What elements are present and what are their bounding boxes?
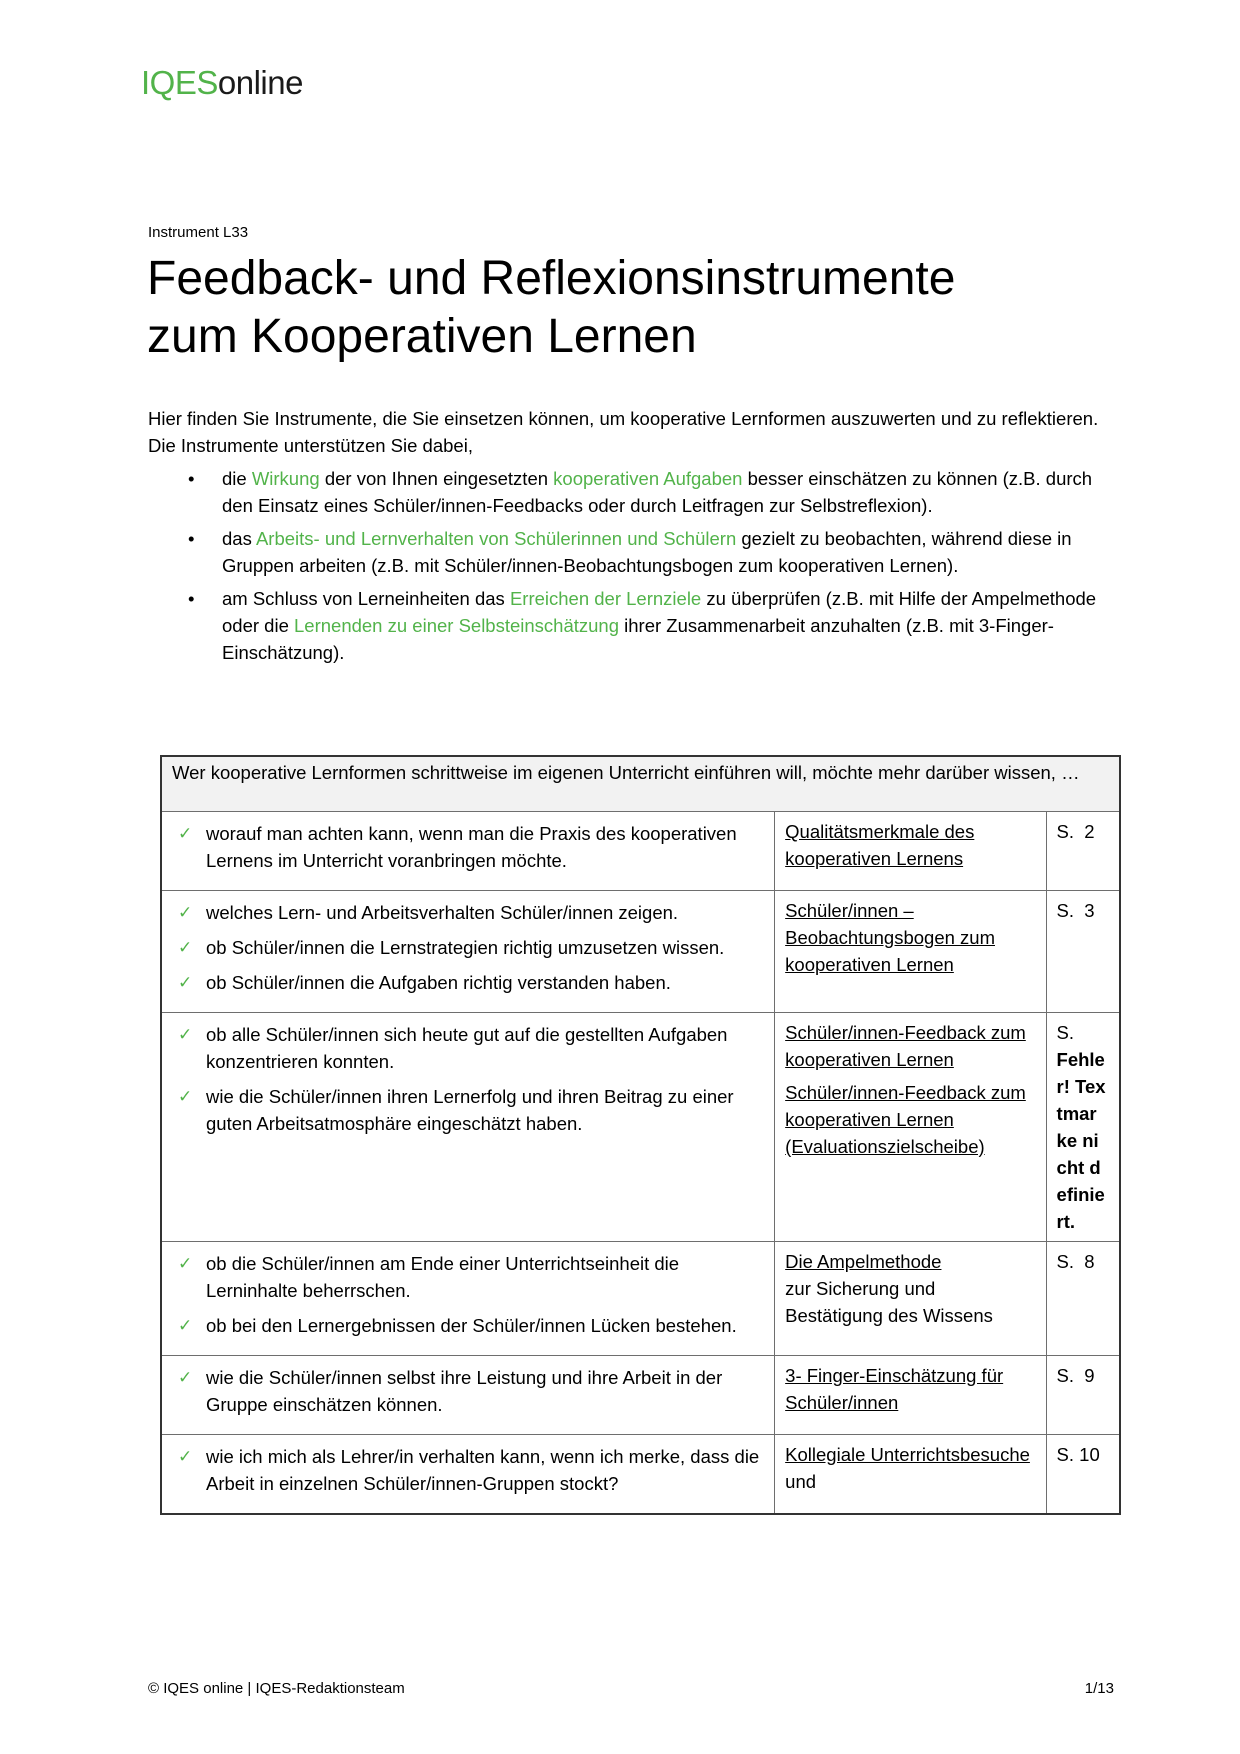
highlighted-phrase: Wirkung [251, 468, 320, 489]
page-ref-cell [1046, 812, 1120, 891]
instrument-link-cell [775, 812, 1046, 891]
instrument-link-block [785, 897, 1035, 978]
intro-bullet-item [148, 585, 1108, 666]
bullet-text: der von Ihnen eingesetzten [319, 468, 554, 489]
instrument-link-block [785, 1079, 1035, 1160]
check-item-text: ob Schüler/innen die Lernstrategien richtig umzusetzen wissen. [206, 937, 725, 958]
page-title [147, 250, 1147, 366]
check-icon: ✓ [178, 824, 193, 843]
instrument-link-cell [775, 1013, 1046, 1242]
page-reference: S. 2 [1056, 821, 1095, 842]
page-ref-cell [1046, 1435, 1120, 1515]
highlighted-phrase: Lernenden zu einer Selbsteinschätzung [294, 615, 620, 636]
check-item-text: wie die Schüler/innen selbst ihre Leistung und ihre Arbeit in der Gruppe einschätzen können. [206, 1367, 723, 1415]
page-ref-cell [1046, 1356, 1120, 1435]
instrument-link[interactable]: Qualitätsmerkmale des kooperativen Lernens [785, 821, 975, 869]
instrument-link-suffix: zur Sicherung und Bestätigung des Wissens [785, 1278, 993, 1326]
check-list-item [172, 934, 764, 961]
footer-page-number: 1/13 [1084, 1680, 1114, 1697]
table-row [161, 1013, 1120, 1242]
instrument-link[interactable]: Schüler/innen-Feedback zum kooperativen Lernen [785, 1022, 1026, 1070]
intro-paragraph: Hier finden Sie Instrumente, die Sie einsetzen können, um kooperative Lernformen auszuwerten und zu reflektieren. Die Instrumente unterstützen Sie dabei, [148, 408, 1099, 456]
check-list-item [172, 1250, 764, 1304]
title-line-1: Feedback- und Reflexionsinstrumente [147, 252, 956, 305]
bullet-text: am Schluss von Lerneinheiten das [222, 588, 510, 609]
instrument-link-suffix: und [785, 1471, 817, 1492]
instrument-link[interactable]: Die Ampelmethode [785, 1251, 942, 1272]
page-reference: S. 3 [1056, 900, 1095, 921]
check-icon: ✓ [178, 973, 193, 992]
instrument-link-block [785, 1248, 1035, 1329]
bullet-icon: • [188, 528, 195, 549]
instrument-link-cell [775, 891, 1046, 1013]
bullet-text: das [222, 528, 256, 549]
title-line-2: zum Kooperativen Lernen [147, 310, 697, 363]
check-list-item [172, 1443, 764, 1497]
page-reference: S. 8 [1056, 1251, 1095, 1272]
check-icon: ✓ [178, 903, 193, 922]
check-icon: ✓ [178, 1368, 193, 1387]
check-list-item [172, 1312, 764, 1339]
instrument-link[interactable]: Schüler/innen – Beobachtungsbogen zum kooperativen Lernen [785, 900, 995, 975]
check-icon: ✓ [178, 1316, 193, 1335]
instrument-link-block [785, 1019, 1035, 1073]
instrument-link[interactable]: Kollegiale Unterrichtsbesuche [785, 1444, 1030, 1465]
check-item-text: ob alle Schüler/innen sich heute gut auf die gestellten Aufgaben konzentrieren konnten. [206, 1024, 728, 1072]
highlighted-phrase: kooperativen Aufgaben [553, 468, 743, 489]
check-icon: ✓ [178, 1447, 193, 1466]
instrument-link-cell [775, 1356, 1046, 1435]
question-cell [161, 1242, 775, 1356]
check-item-text: welches Lern- und Arbeitsverhalten Schüler/innen zeigen. [206, 902, 679, 923]
intro-bullet-list [148, 465, 1108, 666]
page-reference: S. 10 [1056, 1444, 1100, 1465]
bullet-text: besser einschätzen zu können (z.B. durch den Einsatz eines Schüler/innen-Feedbacks oder durch Leitfragen zur Selbstreflexion). [222, 468, 1093, 516]
instrument-link-cell [775, 1435, 1046, 1515]
bullet-text: zu überprüfen (z.B. mit Hilfe der Ampelmethode oder die [222, 588, 1097, 636]
bullet-text: die [222, 468, 252, 489]
logo-brand: IQES [141, 64, 218, 101]
check-icon: ✓ [178, 1254, 193, 1273]
table-header-row [161, 756, 1120, 812]
check-item-text: ob bei den Lernergebnissen der Schüler/innen Lücken bestehen. [206, 1315, 737, 1336]
page-ref-cell [1046, 1242, 1120, 1356]
bullet-text: ihrer Zusammenarbeit anzuhalten (z.B. mit 3-Finger-Einschätzung). [222, 615, 1054, 663]
page-reference: S. 9 [1056, 1365, 1095, 1386]
instrument-link-block [785, 1441, 1035, 1495]
check-icon: ✓ [178, 1087, 193, 1106]
highlighted-phrase: Erreichen der Lernziele [509, 588, 702, 609]
instrument-label: Instrument L33 [148, 224, 249, 241]
table-header-cell: Wer kooperative Lernformen schrittweise im eigenen Unterricht einführen will, möchte mehr darüber wissen, … [161, 756, 1120, 812]
bullet-text: gezielt zu beobachten, während diese in Gruppen arbeiten (z.B. mit Schüler/innen-Beobachtungsbogen zum kooperativen Lernen). [222, 528, 1072, 576]
instrument-table [160, 755, 1121, 1515]
page-reference-error: Fehler! Textmarke nicht definiert. [1056, 1049, 1106, 1232]
check-icon: ✓ [178, 1025, 193, 1044]
highlighted-phrase: Arbeits- und Lernverhalten von Schülerinnen und Schülern [255, 528, 737, 549]
check-list-item [172, 820, 764, 874]
question-cell [161, 1435, 775, 1515]
page-reference: S. [1056, 1022, 1075, 1043]
check-list-item [172, 1021, 764, 1075]
table-row [161, 1435, 1120, 1515]
instrument-link-cell [775, 1242, 1046, 1356]
bullet-icon: • [188, 588, 195, 609]
bullet-icon: • [188, 468, 195, 489]
footer-copyright: © IQES online | IQES-Redaktionsteam [148, 1680, 405, 1697]
check-item-text: wie die Schüler/innen ihren Lernerfolg und ihren Beitrag zu einer guten Arbeitsatmosphäre eingeschätzt haben. [206, 1086, 734, 1134]
question-cell [161, 812, 775, 891]
check-list-item [172, 969, 764, 996]
iqes-online-logo [141, 66, 303, 99]
page-ref-cell [1046, 1013, 1120, 1242]
table-row [161, 891, 1120, 1013]
check-item-text: ob die Schüler/innen am Ende einer Unterrichtseinheit die Lerninhalte beherrschen. [206, 1253, 680, 1301]
page-ref-cell [1046, 891, 1120, 1013]
question-cell [161, 891, 775, 1013]
question-cell [161, 1013, 775, 1242]
check-list-item [172, 1083, 764, 1137]
check-item-text: worauf man achten kann, wenn man die Praxis des kooperativen Lernens im Unterricht voranbringen möchte. [206, 823, 737, 871]
check-item-text: wie ich mich als Lehrer/in verhalten kann, wenn ich merke, dass die Arbeit in einzelnen Schüler/innen-Gruppen stockt? [206, 1446, 760, 1494]
intro-section [148, 405, 1108, 672]
check-list-item [172, 899, 764, 926]
instrument-link-block [785, 818, 1035, 872]
table-row [161, 1242, 1120, 1356]
table-row [161, 1356, 1120, 1435]
check-icon: ✓ [178, 938, 193, 957]
instrument-link[interactable]: 3- Finger-Einschätzung für Schüler/innen [785, 1365, 1004, 1413]
check-list-item [172, 1364, 764, 1418]
instrument-link-block [785, 1362, 1035, 1416]
instrument-link[interactable]: Schüler/innen-Feedback zum kooperativen Lernen (Evaluationszielscheibe) [785, 1082, 1026, 1157]
logo-suffix: online [217, 64, 303, 101]
intro-bullet-item [148, 525, 1108, 579]
intro-bullet-item [148, 465, 1108, 519]
table-row [161, 812, 1120, 891]
check-item-text: ob Schüler/innen die Aufgaben richtig verstanden haben. [206, 972, 671, 993]
question-cell [161, 1356, 775, 1435]
